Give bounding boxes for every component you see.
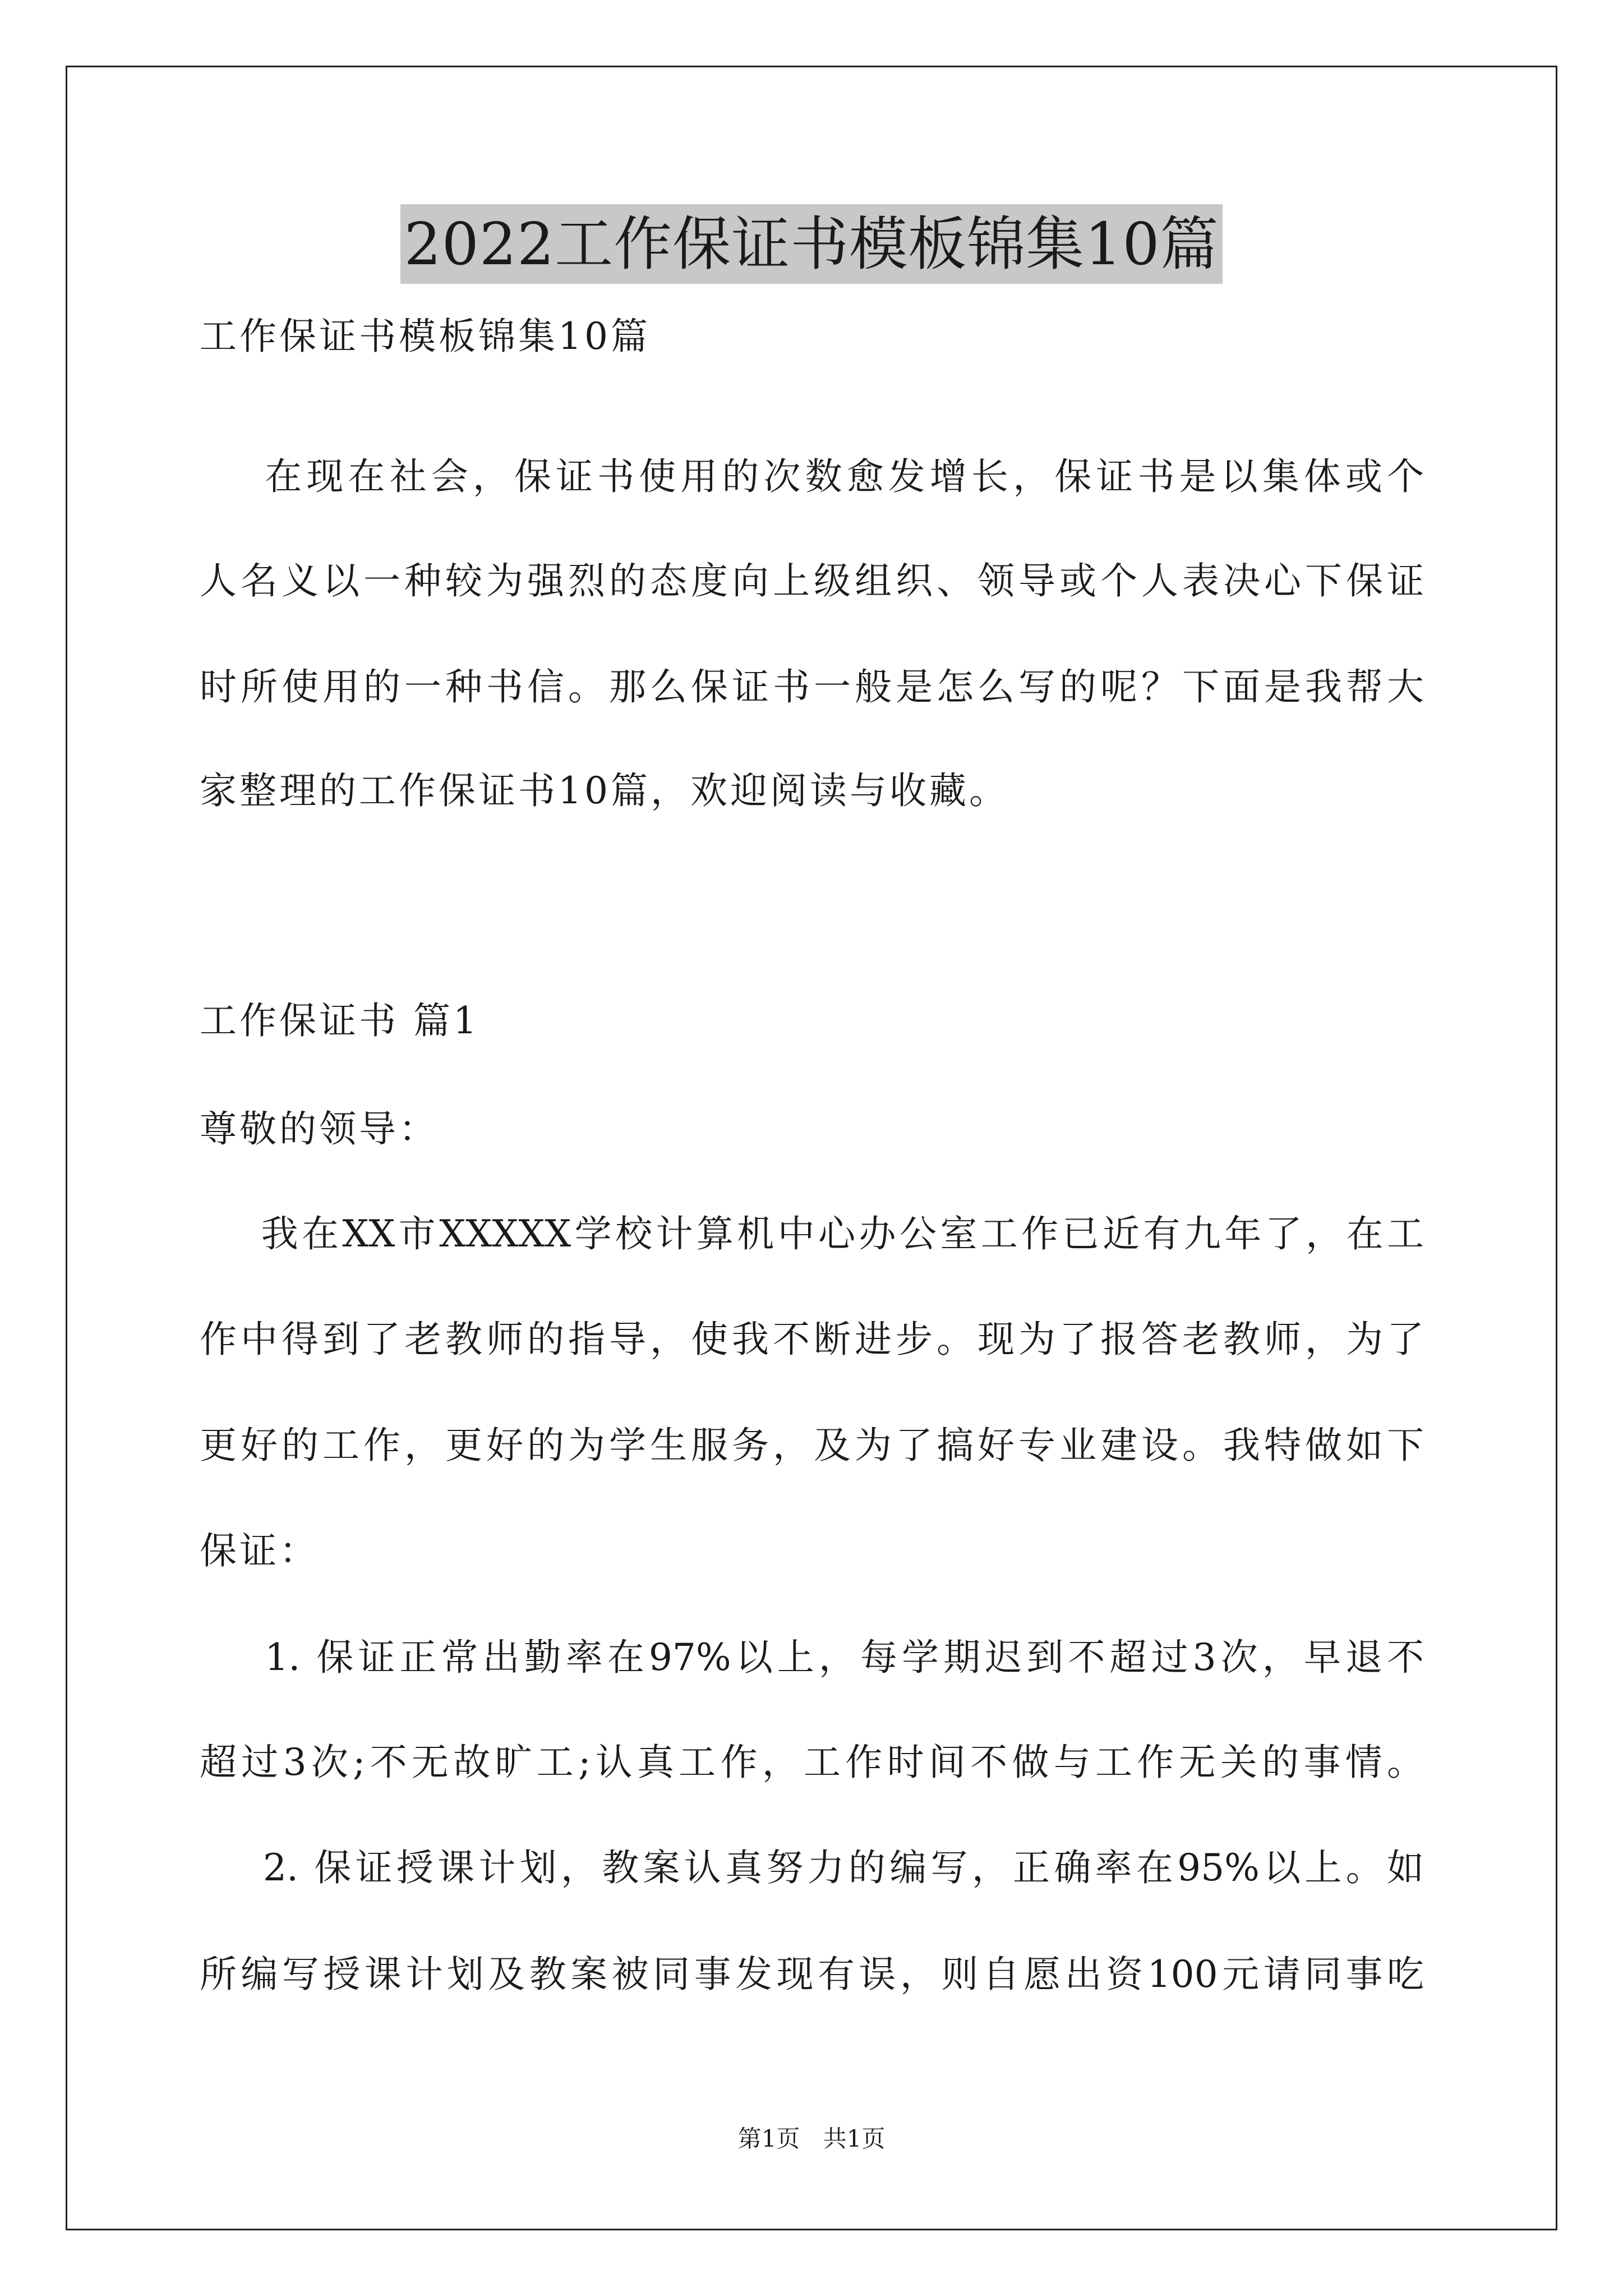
intro-line-1: 在现在社会，保证书使用的次数愈发增长，保证书是以集体或个 [200, 455, 1424, 498]
intro-line-2: 人名义以一种较为强烈的态度向上级组织、领导或个人表决心下保证 [200, 559, 1424, 602]
item2-line-1: 2. 保证授课计划，教案认真努力的编写，正确率在95%以上。如 [200, 1846, 1424, 1889]
body-line-4: 保证： [200, 1529, 319, 1572]
document-title: 2022工作保证书模板锦集10篇 [400, 204, 1222, 284]
title-container [0, 204, 1623, 284]
item1-line-1: 1. 保证正常出勤率在97%以上，每学期迟到不超过3次，早退不 [200, 1636, 1424, 1679]
item1-line-2: 超过3次;不无故旷工;认真工作，工作时间不做与工作无关的事情。 [200, 1741, 1424, 1784]
intro-line-4: 家整理的工作保证书10篇，欢迎阅读与收藏。 [200, 769, 1009, 812]
body-line-3: 更好的工作，更好的为学生服务，及为了搞好专业建设。我特做如下 [200, 1424, 1424, 1467]
item2-line-2: 所编写授课计划及教案被同事发现有误，则自愿出资100元请同事吃 [200, 1953, 1424, 1996]
body-line-1: 我在XX市XXXXX学校计算机中心办公室工作已近有九年了，在工 [200, 1212, 1424, 1255]
intro-line-3: 时所使用的一种书信。那么保证书一般是怎么写的呢？下面是我帮大 [200, 665, 1424, 708]
page-number-total: 共1页 [823, 2125, 886, 2152]
salutation: 尊敬的领导： [200, 1107, 439, 1151]
page-footer [0, 2123, 1623, 2155]
document-subtitle: 工作保证书模板锦集10篇 [200, 315, 651, 358]
section-heading: 工作保证书 篇1 [200, 999, 479, 1042]
body-line-2: 作中得到了老教师的指导，使我不断进步。现为了报答老教师，为了 [200, 1318, 1424, 1361]
page-number-current: 第1页 [737, 2125, 800, 2152]
